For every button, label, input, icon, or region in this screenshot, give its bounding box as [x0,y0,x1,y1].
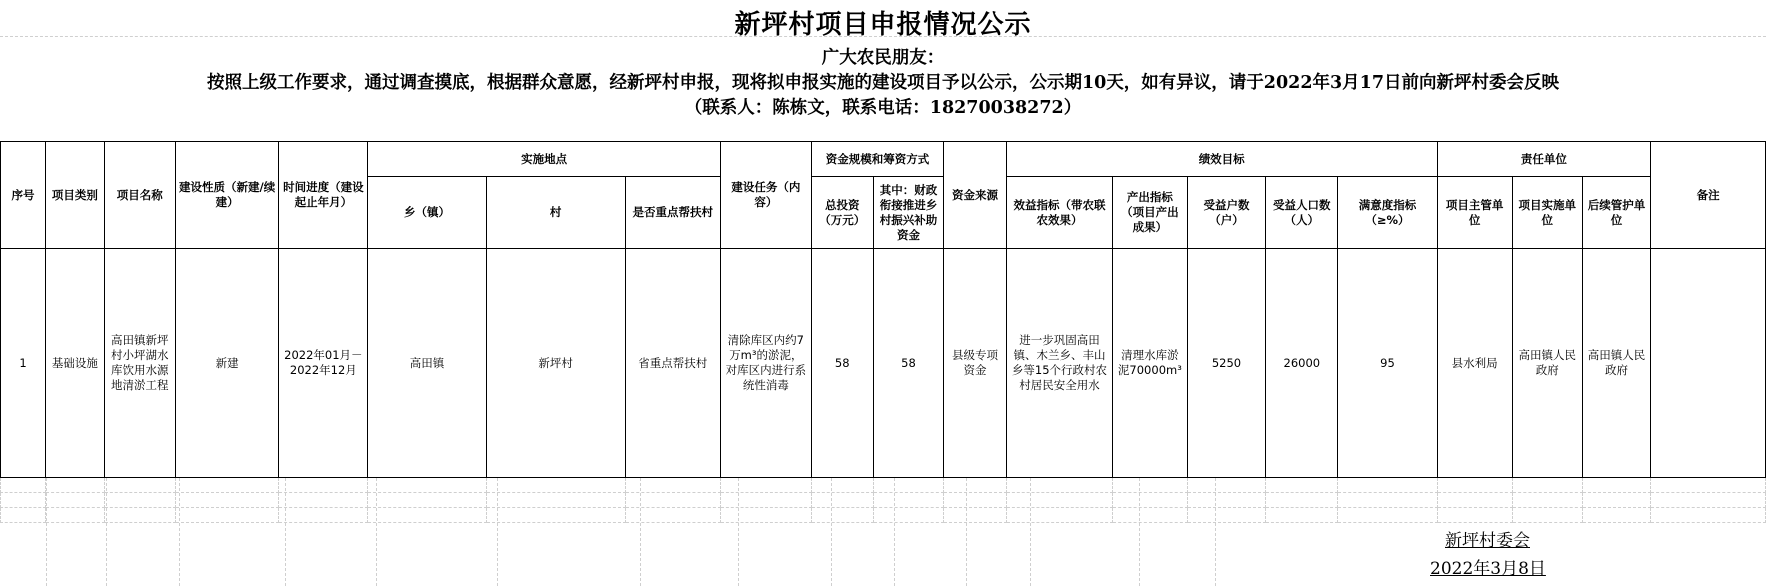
grid-line [640,478,641,586]
project-table [0,141,1766,523]
header-town: 乡（镇） [368,177,486,249]
header-satisfaction: 满意度指标（≥%） [1338,177,1437,249]
grid-line [179,478,180,586]
cell-total: 58 [811,249,873,478]
grid-line [831,478,832,586]
page-title: 新坪村项目申报情况公示 [734,10,1032,40]
grid-line [1139,478,1140,586]
cell-town: 高田镇 [368,249,486,478]
header-source: 资金来源 [944,142,1006,249]
cell-source: 县级专项资金 [944,249,1006,478]
notice-block [0,46,1766,121]
header-population: 受益人口数（人） [1266,177,1338,249]
header-maintainer: 后续管护单位 [1582,177,1650,249]
table-row [1,249,1766,478]
grid-line [376,478,377,586]
grid-line [46,478,47,586]
grid-line [285,478,286,586]
grid-line [894,478,895,586]
header-name: 项目名称 [104,142,175,249]
header-households: 受益户数（户） [1187,177,1266,249]
cell-dept: 县水利局 [1437,249,1512,478]
header-total: 总投资（万元） [811,177,873,249]
empty-row [1,478,1766,493]
cell-category: 基础设施 [46,249,105,478]
header-remark: 备注 [1651,142,1766,249]
grid-line [1030,478,1031,586]
header-category: 项目类别 [46,142,105,249]
header-implementer: 项目实施单位 [1512,177,1582,249]
header-output: 产出指标（项目产出成果） [1113,177,1187,249]
cell-maintainer: 高田镇人民政府 [1582,249,1650,478]
header-seq: 序号 [1,142,46,249]
header-village: 村 [486,177,625,249]
cell-subsidy: 58 [873,249,944,478]
signature-org: 新坪村委会 [1445,531,1530,551]
signature-block [1215,520,1766,586]
cell-key-village: 省重点帮扶村 [625,249,720,478]
cell-village: 新坪村 [486,249,625,478]
grid-line [106,478,107,586]
cell-nature: 新建 [175,249,278,478]
signature-date: 2022年3月8日 [1430,559,1546,579]
grid-line [738,478,739,586]
header-benefit: 效益指标（带农联农效果） [1006,177,1112,249]
cell-task: 清除库区内约7万m³的淤泥，对库区内进行系统性消毒 [720,249,811,478]
cell-satisfaction: 95 [1338,249,1437,478]
header-nature: 建设性质（新建/续建） [175,142,278,249]
cell-schedule: 2022年01月－2022年12月 [279,249,368,478]
cell-households: 5250 [1187,249,1266,478]
cell-seq: 1 [1,249,46,478]
header-performance: 绩效目标 [1006,142,1437,177]
notice-body: 按照上级工作要求，通过调查摸底，根据群众意愿，经新坪村申报，现将拟申报实施的建设项目予以公示，公示期10天，如有异议，请于2022年3月17日前向新坪村委会反映 [206,73,1560,93]
header-funding: 资金规模和筹资方式 [811,142,943,177]
header-subsidy: 其中：财政衔接推进乡村振兴补助资金 [873,177,944,249]
cell-output: 清理水库淤泥70000m³ [1113,249,1187,478]
empty-row [1,493,1766,508]
cell-name: 高田镇新坪村小坪湖水库饮用水源地清淤工程 [104,249,175,478]
grid-line [966,478,967,586]
notice-contact: （联系人：陈栋文，联系电话：18270038272） [684,98,1082,118]
cell-benefit: 进一步巩固高田镇、木兰乡、丰山乡等15个行政村农村居民安全用水 [1006,249,1112,478]
header-schedule: 时间进度（建设起止年月） [279,142,368,249]
header-location: 实施地点 [368,142,721,177]
grid-line [497,478,498,586]
header-task: 建设任务（内容） [720,142,811,249]
header-responsible: 责任单位 [1437,142,1651,177]
cell-population: 26000 [1266,249,1338,478]
header-dept: 项目主管单位 [1437,177,1512,249]
header-key-village: 是否重点帮扶村 [625,177,720,249]
notice-greeting: 广大农民朋友： [821,48,945,68]
cell-remark [1651,249,1766,478]
cell-implementer: 高田镇人民政府 [1512,249,1582,478]
